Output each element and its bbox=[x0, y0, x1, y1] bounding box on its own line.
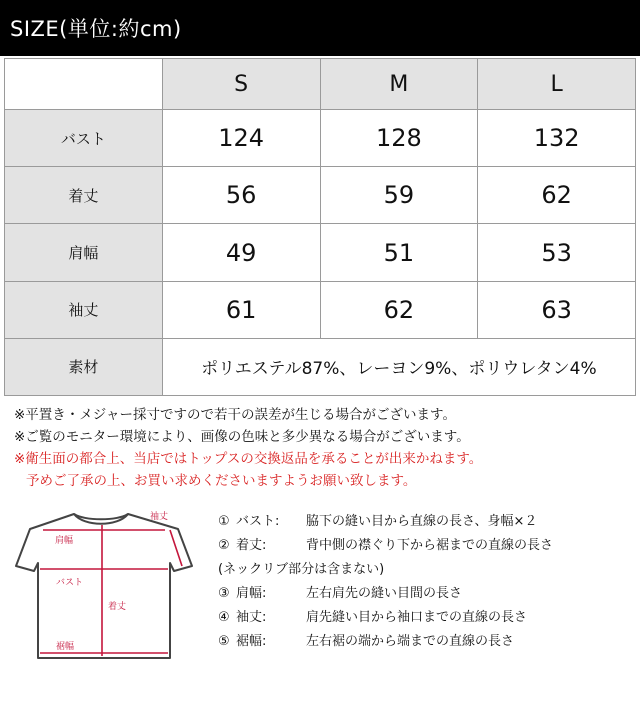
measure-desc: (ネックリブ部分は含まない) bbox=[218, 562, 385, 577]
note-3: ※衛生面の都合上、当店ではトップスの交換返品を承ることが出来かねます。 bbox=[14, 451, 483, 467]
table-corner bbox=[5, 59, 163, 110]
measure-row bbox=[218, 510, 553, 534]
measure-row bbox=[218, 630, 553, 654]
measure-desc: 肩先縫い目から袖口までの直線の長さ bbox=[306, 610, 528, 625]
measure-num: ① bbox=[218, 514, 230, 529]
measure-num: ② bbox=[218, 538, 230, 553]
measure-row bbox=[218, 534, 553, 558]
label-length: 着丈 bbox=[108, 602, 127, 612]
shirt-diagram bbox=[10, 505, 200, 665]
label-sleeve: 袖丈 bbox=[150, 512, 169, 522]
measure-desc: 左右裾の端から端までの直線の長さ bbox=[306, 634, 515, 649]
note-4: 予めご了承の上、お買い求めくださいますようお願い致します。 bbox=[26, 473, 417, 489]
label-hem: 裾幅 bbox=[56, 642, 75, 652]
cell-bust-l: 132 bbox=[478, 110, 636, 167]
measure-num: ⑤ bbox=[218, 634, 230, 649]
table-row bbox=[5, 224, 636, 281]
cell-sleeve-l: 63 bbox=[478, 281, 636, 338]
cell-shoulder-m: 51 bbox=[320, 224, 478, 281]
label-shoulder: 肩幅 bbox=[55, 536, 74, 546]
row-label-sleeve: 袖丈 bbox=[5, 281, 163, 338]
size-header-m: M bbox=[320, 59, 478, 110]
measure-row bbox=[218, 606, 553, 630]
cell-length-l: 62 bbox=[478, 167, 636, 224]
page-title: SIZE(単位:約cm) bbox=[10, 17, 182, 41]
measure-num: ③ bbox=[218, 586, 230, 601]
label-bust: バスト bbox=[56, 578, 84, 588]
shirt-svg bbox=[10, 505, 200, 665]
measure-desc: 背中側の襟ぐり下から裾までの直線の長さ bbox=[306, 538, 554, 553]
note-2: ※ご覧のモニター環境により、画像の色味と多少異なる場合がございます。 bbox=[14, 429, 470, 445]
table-row bbox=[5, 281, 636, 338]
table-row bbox=[5, 110, 636, 167]
measure-label: 着丈: bbox=[236, 538, 267, 553]
notes bbox=[14, 404, 482, 492]
cell-length-m: 59 bbox=[320, 167, 478, 224]
measure-desc: 左右肩先の縫い目間の長さ bbox=[306, 586, 463, 601]
measure-label: 裾幅: bbox=[236, 634, 267, 649]
cell-bust-s: 124 bbox=[162, 110, 320, 167]
row-label-length: 着丈 bbox=[5, 167, 163, 224]
size-header-s: S bbox=[162, 59, 320, 110]
measurement-guide bbox=[218, 510, 553, 654]
size-table bbox=[4, 58, 636, 396]
measure-num: ④ bbox=[218, 610, 230, 625]
size-header-l: L bbox=[478, 59, 636, 110]
size-header-row bbox=[5, 59, 636, 110]
cell-bust-m: 128 bbox=[320, 110, 478, 167]
row-label-shoulder: 肩幅 bbox=[5, 224, 163, 281]
row-label-bust: バスト bbox=[5, 110, 163, 167]
cell-material: ポリエステル87%、レーヨン9%、ポリウレタン4% bbox=[162, 338, 635, 395]
cell-sleeve-m: 62 bbox=[320, 281, 478, 338]
measure-row bbox=[218, 582, 553, 606]
shirt-outline bbox=[16, 514, 192, 658]
cell-shoulder-s: 49 bbox=[162, 224, 320, 281]
measure-desc: 脇下の縫い目から直線の長さ、身幅×２ bbox=[306, 514, 538, 529]
measure-row bbox=[218, 558, 553, 582]
measure-label: バスト: bbox=[236, 514, 280, 529]
table-row-material bbox=[5, 338, 636, 395]
note-1: ※平置き・メジャー採寸ですので若干の誤差が生じる場合がございます。 bbox=[14, 407, 456, 423]
measure-label: 袖丈: bbox=[236, 610, 267, 625]
cell-sleeve-s: 61 bbox=[162, 281, 320, 338]
row-label-material: 素材 bbox=[5, 338, 163, 395]
cell-shoulder-l: 53 bbox=[478, 224, 636, 281]
measure-label: 肩幅: bbox=[236, 586, 267, 601]
title-bar bbox=[0, 0, 640, 56]
cell-length-s: 56 bbox=[162, 167, 320, 224]
table-row bbox=[5, 167, 636, 224]
